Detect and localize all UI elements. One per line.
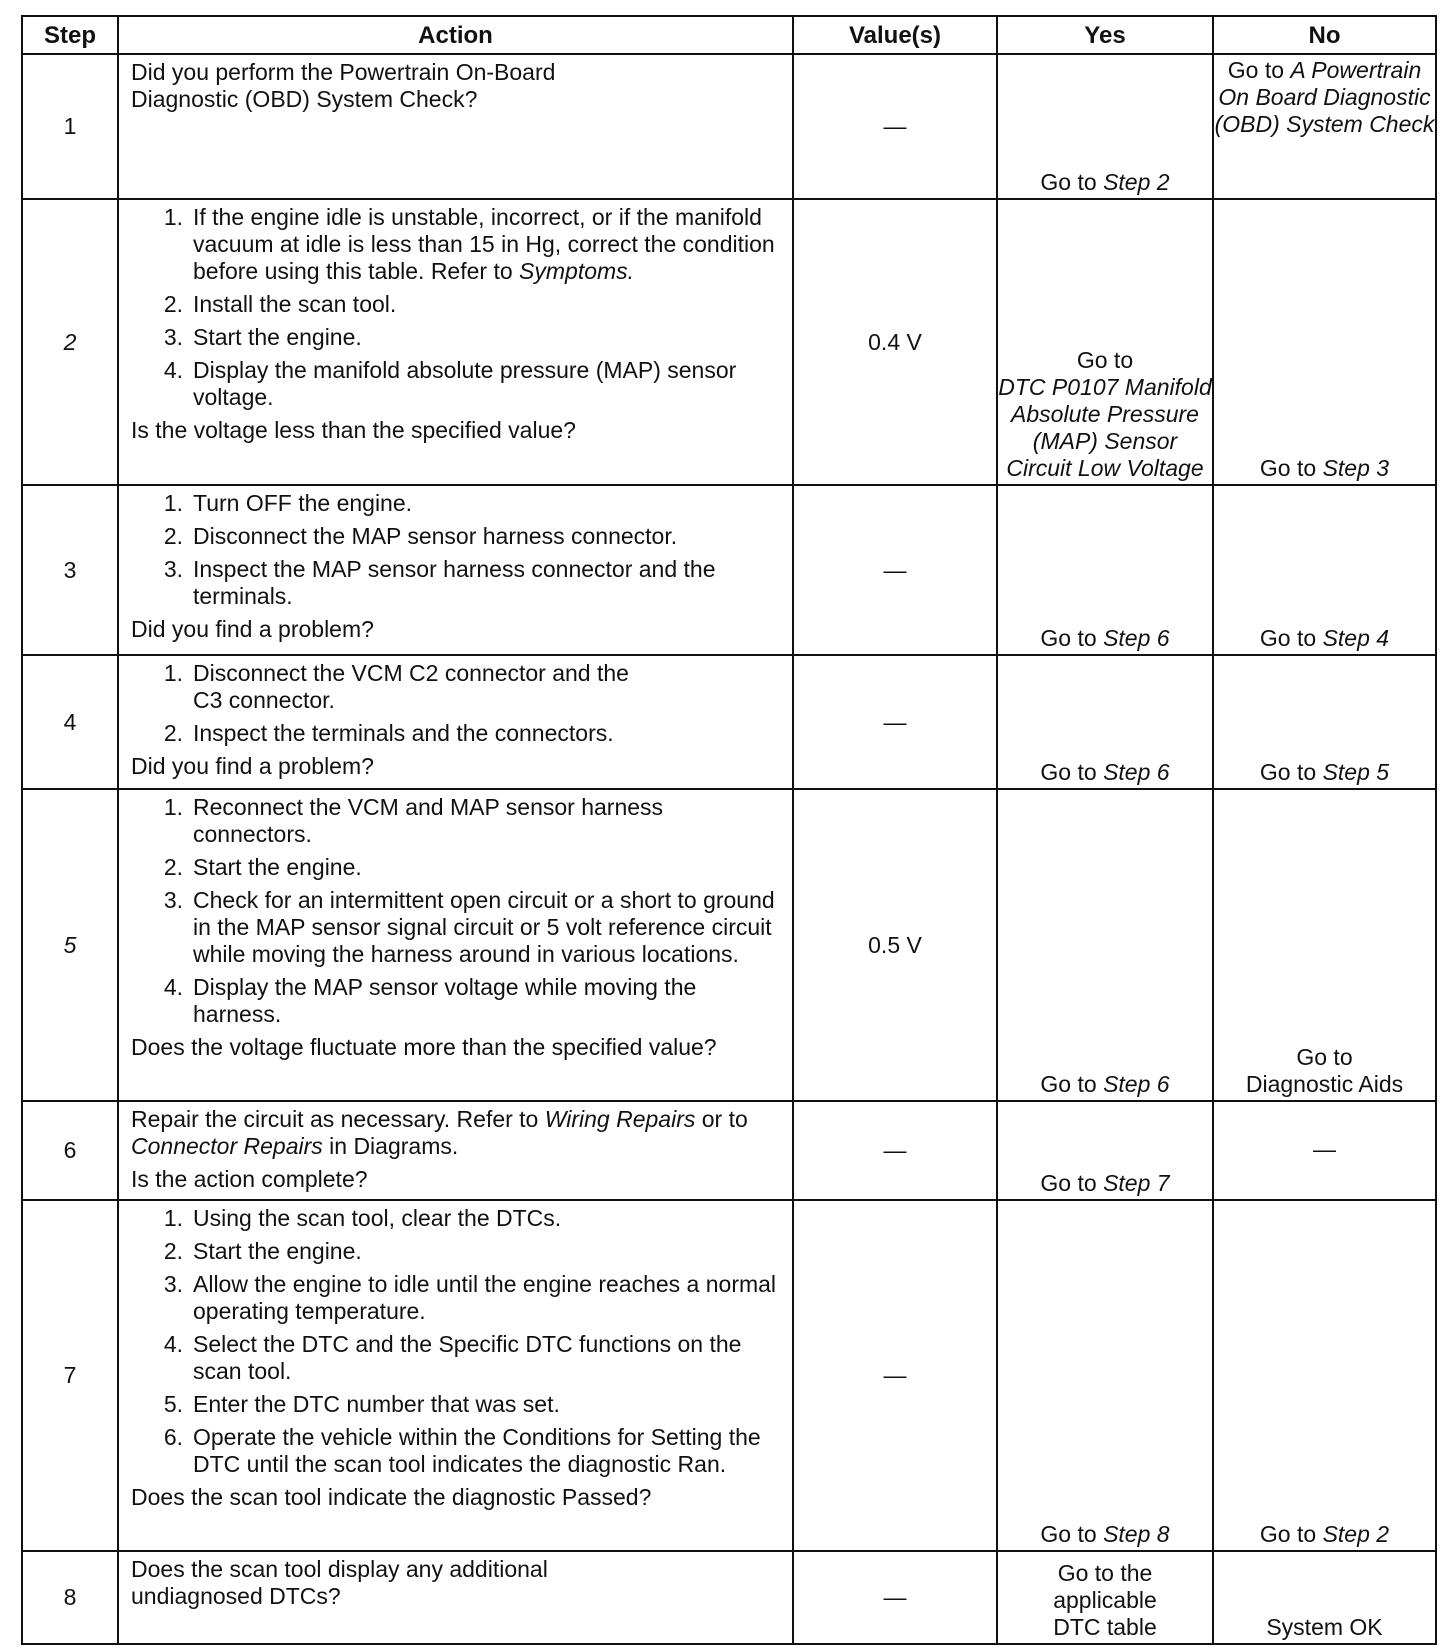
yes-cell [997,54,1213,199]
item-ref: Symptoms. [519,258,635,284]
goto-prefix: Go to [1076,347,1134,373]
action-cell [118,485,793,655]
text-part: Repair the circuit as necessary. Refer to [131,1106,539,1132]
text-part: or to [701,1106,748,1132]
list-item: 4. Select the DTC and the Specific DTC functions on the scan tool. [141,1331,782,1385]
no-cell [1213,1200,1436,1551]
item-text: Install the scan tool. [193,291,397,317]
goto-prefix: Go to [1259,625,1317,651]
action-list [131,204,782,411]
link-ref: Connector Repairs [131,1133,323,1159]
no-cell [1213,789,1436,1101]
goto-prefix: Go to [1259,759,1317,785]
step-number: 6 [22,1101,118,1200]
link-ref: Wiring Repairs [544,1106,696,1132]
list-item: 2. Start the engine. [141,854,782,881]
action-cell [118,199,793,485]
list-item: 1. If the engine idle is unstable, incorrect, or if the manifold vacuum at idle is less than 15 in Hg, correct the condition before using this table. Refer to Symptoms. [163,204,775,284]
goto-prefix: Go to [1259,455,1317,481]
diagnostic-table [21,15,1437,1645]
list-item: 1. Using the scan tool, clear the DTCs. [141,1205,782,1232]
table-row [22,655,1436,789]
goto-text: Go to the applicable DTC table [1053,1560,1157,1640]
action-cell [118,1551,793,1644]
no-cell [1213,655,1436,789]
list-item: 2. Inspect the terminals and the connectors. [141,720,782,747]
action-question: Did you find a problem? [131,616,374,642]
yes-cell [997,485,1213,655]
goto-ref: Step 6 [1103,759,1170,785]
step-number: 7 [22,1200,118,1551]
value-cell: — [793,485,997,655]
step-number: 4 [22,655,118,789]
action-question: Does the scan tool indicate the diagnostic Passed? [131,1484,652,1510]
no-cell [1213,54,1436,199]
goto-prefix: Go to [1040,625,1097,651]
item-text: Turn OFF the engine. [193,490,413,516]
item-text: Disconnect the MAP sensor harness connector. [193,523,678,549]
table-row [22,789,1436,1101]
item-text: Start the engine. [193,854,362,880]
goto-prefix: Go to [1227,57,1285,83]
item-text: Reconnect the VCM and MAP sensor harness connectors. [193,794,664,847]
goto-ref: DTC P0107 Manifold Absolute Pressure (MAP) Sensor Circuit Low Voltage [998,374,1212,481]
goto-prefix: Go to [1040,1521,1097,1547]
list-item: 3. Start the engine. [141,324,782,351]
goto-prefix: Go to [1040,1071,1097,1097]
action-cell [118,54,793,199]
yes-cell [997,655,1213,789]
item-text: Inspect the terminals and the connectors. [193,720,614,746]
item-text: Enter the DTC number that was set. [193,1391,560,1417]
action-question: Is the action complete? [131,1166,368,1192]
value-cell: — [793,1101,997,1200]
yes-cell [997,199,1213,485]
action-question: Is the voltage less than the specified value? [131,417,576,443]
list-item: 2. Install the scan tool. [141,291,782,318]
header-yes: Yes [997,16,1213,54]
action-list [131,794,782,1028]
value-cell: — [793,1200,997,1551]
goto-ref: Step 2 [1103,169,1170,195]
action-cell [118,789,793,1101]
item-text: Start the engine. [193,324,362,350]
goto-ref: Step 5 [1322,759,1390,785]
item-text: If the engine idle is unstable, incorrect, or if the manifold vacuum at idle is less than 15 in Hg, correct the condition before using this table. Refer to [193,204,775,284]
goto-ref: Step 6 [1103,1071,1170,1097]
item-text: Check for an intermittent open circuit or a short to ground in the MAP sensor signal circuit or 5 volt reference circuit while moving the harness around in various locations. [193,887,775,967]
table-row [22,199,1436,485]
item-text: Display the manifold absolute pressure (MAP) sensor voltage. [193,357,737,410]
action-question: Does the voltage fluctuate more than the specified value? [131,1034,717,1060]
table-row [22,1200,1436,1551]
value-cell: — [793,1551,997,1644]
list-item: 4. Display the MAP sensor voltage while moving the harness. [141,974,782,1028]
goto-ref: A Powertrain On Board Diagnostic (OBD) System Check [1214,57,1435,137]
no-cell: — [1213,1101,1436,1200]
item-text: Start the engine. [193,1238,362,1264]
list-item: 1. Reconnect the VCM and MAP sensor harness connectors. [141,794,782,848]
list-item: 4. Display the manifold absolute pressure (MAP) sensor voltage. [141,357,782,411]
goto-prefix: Go to [1259,1521,1317,1547]
action-question: Did you find a problem? [131,753,374,779]
no-cell [1213,485,1436,655]
list-item: 3. Inspect the MAP sensor harness connector and the terminals. [141,556,782,610]
list-item: 6. Operate the vehicle within the Conditions for Setting the DTC until the scan tool indicates the diagnostic Ran. [141,1424,782,1478]
header-row [22,16,1436,54]
header-values: Value(s) [793,16,997,54]
list-item: 1. Turn OFF the engine. [141,490,782,517]
table-row [22,54,1436,199]
item-text: Operate the vehicle within the Conditions for Setting the DTC until the scan tool indicates the diagnostic Ran. [193,1424,761,1477]
header-action: Action [118,16,793,54]
item-text: Inspect the MAP sensor harness connector and the terminals. [193,556,716,609]
step-number: 3 [22,485,118,655]
value-cell: 0.4 V [793,199,997,485]
goto-ref: Step 2 [1322,1521,1390,1547]
list-item: 2. Start the engine. [141,1238,782,1265]
item-text: Using the scan tool, clear the DTCs. [193,1205,562,1231]
yes-cell [997,1101,1213,1200]
yes-cell [997,1200,1213,1551]
action-list [131,490,782,610]
action-list [131,1205,782,1478]
goto-ref: Step 6 [1103,625,1170,651]
action-list [131,660,782,747]
item-text: Display the MAP sensor voltage while moving the harness. [193,974,697,1027]
action-cell [118,655,793,789]
action-text: Does the scan tool display any additional undiagnosed DTCs? [131,1556,548,1609]
goto-prefix: Go to [1040,169,1097,195]
action-text [131,1106,782,1160]
yes-cell [997,789,1213,1101]
table-row [22,485,1436,655]
goto-prefix: Go to [1040,759,1097,785]
step-number: 5 [22,789,118,1101]
step-number: 2 [22,199,118,485]
no-cell [1213,199,1436,485]
header-step: Step [22,16,118,54]
goto-prefix: Go to [1040,1170,1097,1196]
value-cell: — [793,655,997,789]
step-number: 8 [22,1551,118,1644]
list-item: 5. Enter the DTC number that was set. [141,1391,782,1418]
list-item: 1. Disconnect the VCM C2 connector and the C3 connector. [141,660,782,714]
goto-ref: Step 4 [1322,625,1390,651]
action-text: Did you perform the Powertrain On-Board Diagnostic (OBD) System Check? [131,59,556,112]
goto-ref: Step 3 [1322,455,1390,481]
action-cell [118,1101,793,1200]
header-no: No [1213,16,1436,54]
goto-text: Go to Diagnostic Aids [1245,1044,1404,1097]
item-text: Allow the engine to idle until the engine reaches a normal operating temperature. [193,1271,777,1324]
list-item: 3. Allow the engine to idle until the engine reaches a normal operating temperature. [141,1271,782,1325]
goto-ref: Step 8 [1103,1521,1170,1547]
value-cell: 0.5 V [793,789,997,1101]
step-number: 1 [22,54,118,199]
no-cell: System OK [1213,1551,1436,1644]
action-cell [118,1200,793,1551]
table-row [22,1101,1436,1200]
yes-cell [997,1551,1213,1644]
item-text: Select the DTC and the Specific DTC functions on the scan tool. [193,1331,742,1384]
text-part: in Diagrams. [329,1133,459,1159]
value-cell: — [793,54,997,199]
table-row [22,1551,1436,1644]
list-item: 3. Check for an intermittent open circuit or a short to ground in the MAP sensor signal circuit or 5 volt reference circuit while moving the harness around in various locations. [141,887,782,968]
item-text: Disconnect the VCM C2 connector and the C3 connector. [193,660,629,713]
goto-ref: Step 7 [1103,1170,1170,1196]
list-item: 2. Disconnect the MAP sensor harness connector. [141,523,782,550]
